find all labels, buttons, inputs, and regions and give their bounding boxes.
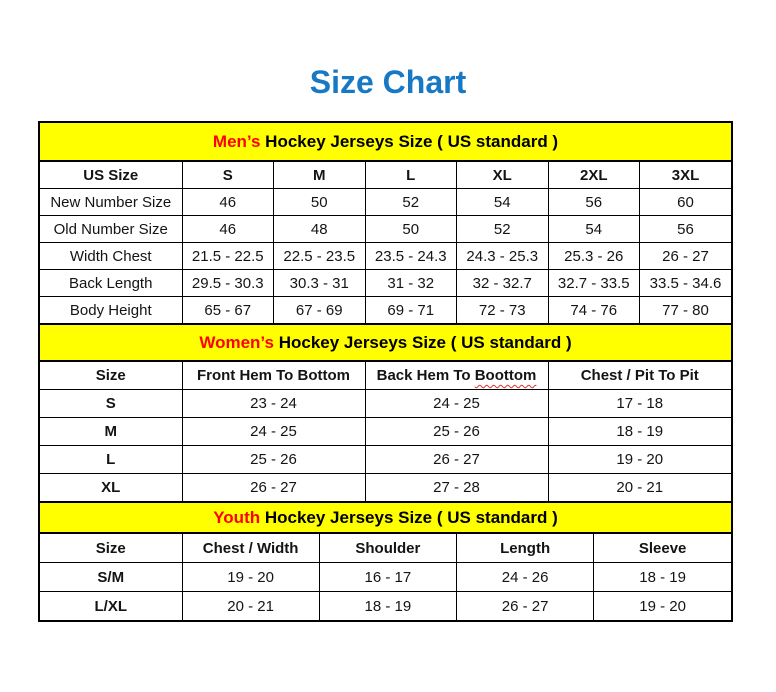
table-cell: 69 - 71 xyxy=(365,297,457,324)
column-header: Chest / Pit To Pit xyxy=(548,362,731,390)
row-label: XL xyxy=(40,474,182,502)
back-hem-label-misspelled-word: Boottom xyxy=(474,367,537,384)
column-header: Shoulder xyxy=(319,534,456,563)
size-chart-container xyxy=(38,121,733,622)
row-label: L xyxy=(40,446,182,474)
table-cell: 74 - 76 xyxy=(548,297,640,324)
womens-heading-prefix: Women’s xyxy=(199,332,274,352)
row-label: M xyxy=(40,418,182,446)
table-cell: 77 - 80 xyxy=(640,297,732,324)
table-cell: 50 xyxy=(274,189,366,216)
column-header: US Size xyxy=(40,162,182,189)
table-cell: 24 - 25 xyxy=(182,418,365,446)
table-cell: 25.3 - 26 xyxy=(548,243,640,270)
youth-section-heading xyxy=(40,501,731,534)
youth-heading-prefix: Youth xyxy=(213,507,261,527)
table-cell: 24.3 - 25.3 xyxy=(457,243,549,270)
youth-heading-text xyxy=(213,508,558,528)
table-row xyxy=(40,474,731,502)
row-label: Body Height xyxy=(40,297,182,324)
table-cell: 32.7 - 33.5 xyxy=(548,270,640,297)
table-row xyxy=(40,563,731,592)
table-cell: 17 - 18 xyxy=(548,390,731,418)
table-cell: 46 xyxy=(182,216,274,243)
table-cell: 50 xyxy=(365,216,457,243)
table-cell: 16 - 17 xyxy=(319,563,456,592)
table-cell: 19 - 20 xyxy=(548,446,731,474)
table-cell: 18 - 19 xyxy=(319,592,456,621)
row-label: S/M xyxy=(40,563,182,592)
youth-heading-rest: Hockey Jerseys Size ( US standard ) xyxy=(260,507,558,527)
table-cell: 54 xyxy=(457,189,549,216)
column-header: M xyxy=(274,162,366,189)
table-cell: 67 - 69 xyxy=(274,297,366,324)
column-header: Length xyxy=(457,534,594,563)
table-header-row xyxy=(40,162,731,189)
table-cell: 56 xyxy=(548,189,640,216)
womens-size-table xyxy=(40,362,731,501)
table-cell: 24 - 26 xyxy=(457,563,594,592)
column-header: XL xyxy=(457,162,549,189)
mens-size-table xyxy=(40,162,731,323)
table-row xyxy=(40,418,731,446)
table-cell: 46 xyxy=(182,189,274,216)
table-cell: 26 - 27 xyxy=(182,474,365,502)
youth-size-table xyxy=(40,534,731,620)
table-row xyxy=(40,216,731,243)
table-cell: 22.5 - 23.5 xyxy=(274,243,366,270)
table-cell: 29.5 - 30.3 xyxy=(182,270,274,297)
table-cell: 26 - 27 xyxy=(365,446,548,474)
table-row xyxy=(40,446,731,474)
column-header: Front Hem To Bottom xyxy=(182,362,365,390)
table-cell: 26 - 27 xyxy=(457,592,594,621)
page-title: Size Chart xyxy=(309,64,467,100)
table-cell: 54 xyxy=(548,216,640,243)
table-cell: 18 - 19 xyxy=(594,563,731,592)
table-cell: 25 - 26 xyxy=(182,446,365,474)
womens-section-heading xyxy=(40,323,731,362)
table-cell: 60 xyxy=(640,189,732,216)
table-cell: 56 xyxy=(640,216,732,243)
column-header: Chest / Width xyxy=(182,534,319,563)
mens-heading-text xyxy=(213,132,558,152)
table-cell: 31 - 32 xyxy=(365,270,457,297)
column-header: 2XL xyxy=(548,162,640,189)
column-header: 3XL xyxy=(640,162,732,189)
row-label: L/XL xyxy=(40,592,182,621)
table-cell: 52 xyxy=(457,216,549,243)
row-label: Old Number Size xyxy=(40,216,182,243)
table-cell: 72 - 73 xyxy=(457,297,549,324)
back-hem-label-prefix: Back Hem To xyxy=(376,367,475,384)
table-cell: 27 - 28 xyxy=(365,474,548,502)
table-cell: 65 - 67 xyxy=(182,297,274,324)
table-row xyxy=(40,270,731,297)
row-label: Width Chest xyxy=(40,243,182,270)
mens-heading-prefix: Men’s xyxy=(212,131,261,151)
table-cell: 52 xyxy=(365,189,457,216)
table-row xyxy=(40,390,731,418)
table-row xyxy=(40,189,731,216)
row-label: S xyxy=(40,390,182,418)
table-cell: 32 - 32.7 xyxy=(457,270,549,297)
table-cell: 48 xyxy=(274,216,366,243)
column-header: Size xyxy=(40,362,182,390)
column-header: Size xyxy=(40,534,182,563)
table-header-row xyxy=(40,534,731,563)
row-label: New Number Size xyxy=(40,189,182,216)
table-cell: 19 - 20 xyxy=(594,592,731,621)
column-header-misspelled xyxy=(365,362,548,390)
table-cell: 18 - 19 xyxy=(548,418,731,446)
table-cell: 25 - 26 xyxy=(365,418,548,446)
table-row xyxy=(40,592,731,621)
table-cell: 33.5 - 34.6 xyxy=(640,270,732,297)
mens-section-heading xyxy=(40,123,731,162)
table-row xyxy=(40,243,731,270)
column-header: L xyxy=(365,162,457,189)
row-label: Back Length xyxy=(40,270,182,297)
table-cell: 30.3 - 31 xyxy=(274,270,366,297)
table-cell: 21.5 - 22.5 xyxy=(182,243,274,270)
table-cell: 26 - 27 xyxy=(640,243,732,270)
table-cell: 24 - 25 xyxy=(365,390,548,418)
womens-heading-text xyxy=(199,333,571,353)
table-cell: 23.5 - 24.3 xyxy=(365,243,457,270)
mens-heading-rest: Hockey Jerseys Size ( US standard ) xyxy=(260,131,559,151)
table-cell: 23 - 24 xyxy=(182,390,365,418)
table-cell: 20 - 21 xyxy=(182,592,319,621)
table-header-row xyxy=(40,362,731,390)
table-cell: 20 - 21 xyxy=(548,474,731,502)
table-cell: 19 - 20 xyxy=(182,563,319,592)
column-header: Sleeve xyxy=(594,534,731,563)
womens-heading-rest: Hockey Jerseys Size ( US standard ) xyxy=(273,332,572,352)
column-header: S xyxy=(182,162,274,189)
table-row xyxy=(40,297,731,324)
